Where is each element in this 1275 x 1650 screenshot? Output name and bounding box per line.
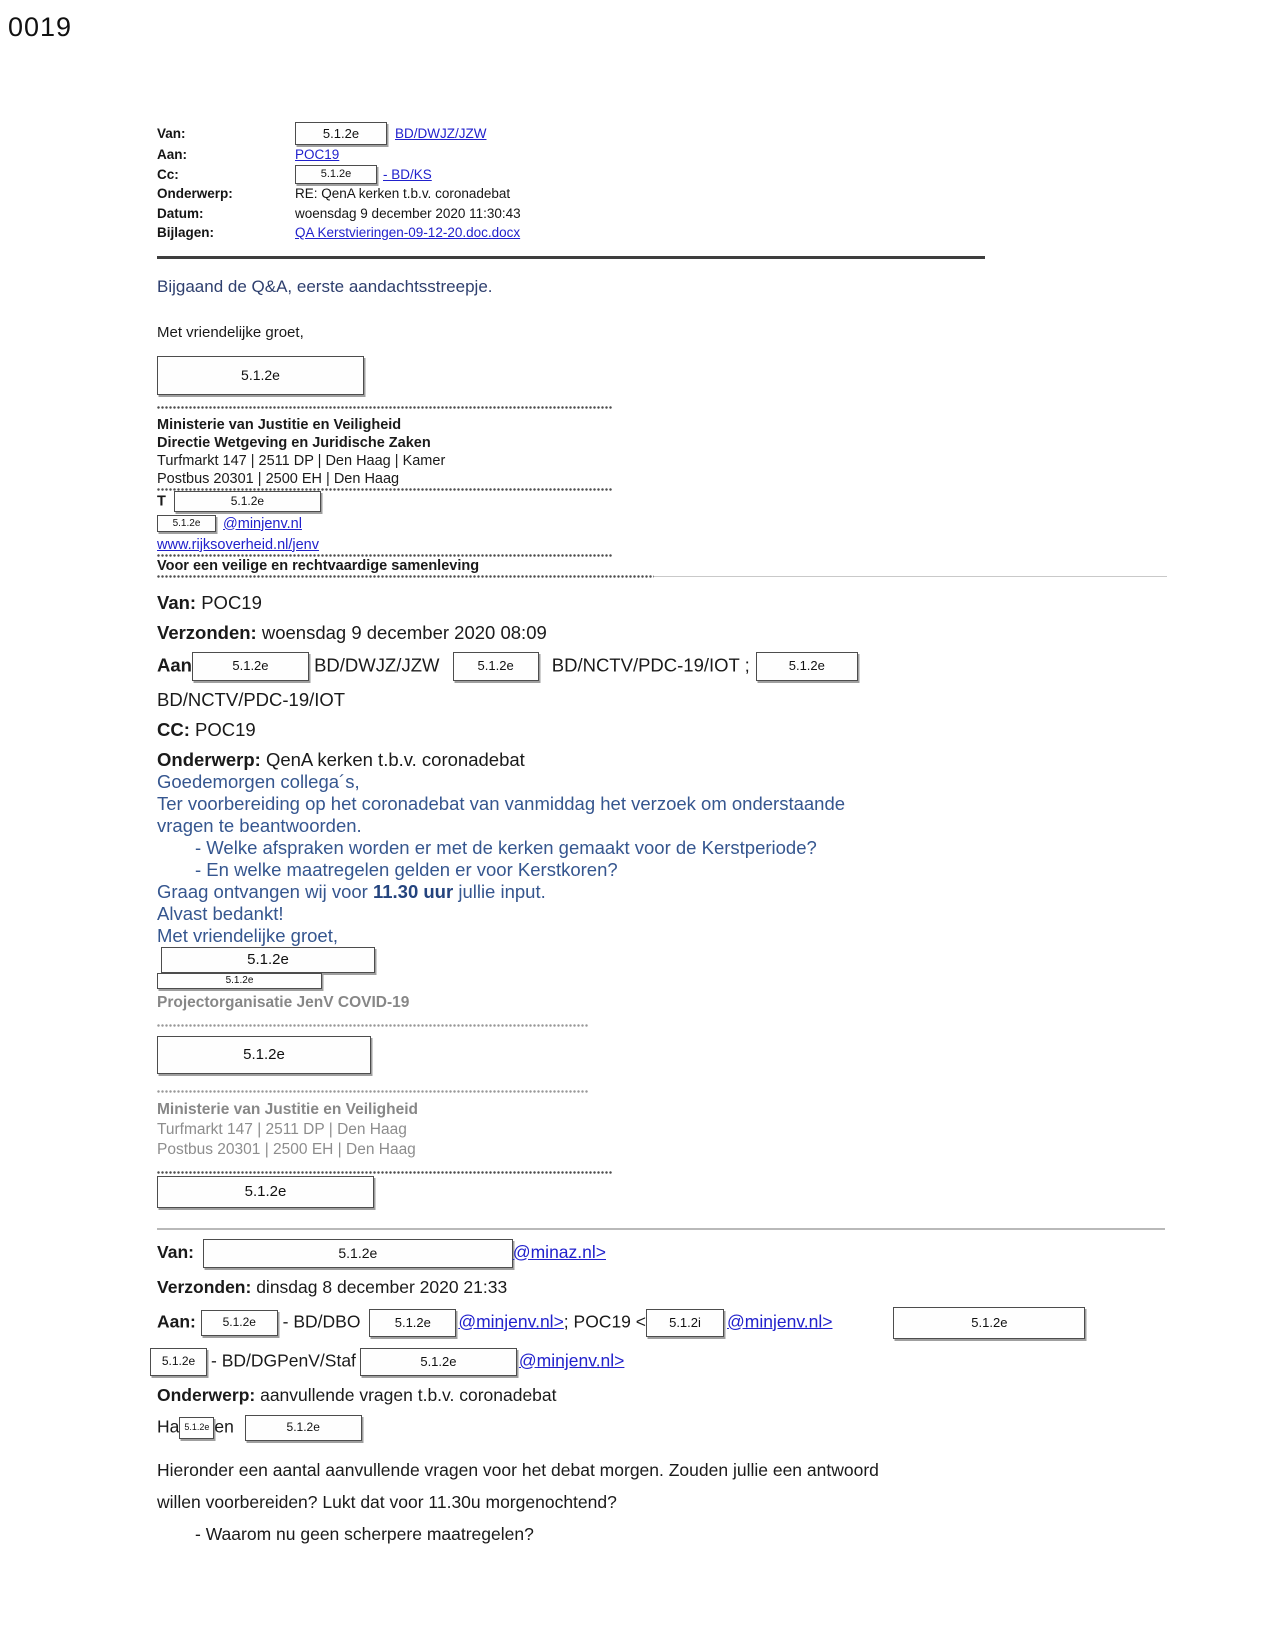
date-value: woensdag 9 december 2020 11:30:43 <box>295 205 521 221</box>
subject-label: Onderwerp: <box>157 748 261 770</box>
subject-label: Onderwerp: <box>157 1384 256 1405</box>
email2-signature-block <box>157 993 1167 1208</box>
to-address-link3[interactable]: @minjenv.nl> <box>518 1350 625 1371</box>
cc-label: CC: <box>157 718 190 740</box>
subject-value: aanvullende vragen t.b.v. coronadebat <box>260 1384 557 1405</box>
to-org2: BD/NCTV/PDC-19/IOT ; <box>551 653 750 675</box>
signature-email-row <box>157 515 1167 533</box>
redaction-box-phone: 5.1.2e <box>174 491 321 512</box>
email2-question1: - Welke afspraken worden er met de kerken gemaakt voor de Kerstperiode? <box>195 836 817 858</box>
signature-email-link[interactable]: @minjenv.nl <box>223 515 302 532</box>
email2-deadline-line <box>157 881 1167 903</box>
email2-to-row <box>157 652 1167 681</box>
email3-subject-row <box>157 1385 1167 1406</box>
dotted-separator <box>157 1171 613 1174</box>
document-content <box>157 122 1167 1545</box>
email1-attachments-row <box>157 223 1167 243</box>
email1-cc-row <box>157 165 1167 185</box>
email2-greeting: Goedemorgen collega´s, <box>157 770 360 792</box>
dotted-separator <box>157 406 613 409</box>
email3-question1: - Waarom nu geen scherpere maatregelen? <box>195 1523 534 1544</box>
signature-team: Projectorganisatie JenV COVID-19 <box>157 993 410 1011</box>
sent-value: dinsdag 8 december 2020 21:33 <box>256 1276 508 1297</box>
email1-date-row <box>157 204 1167 224</box>
redaction-box: 5.1.2e <box>245 1415 362 1441</box>
redaction-box-signature-name: 5.1.2e <box>157 356 364 395</box>
attachments-label: Bijlagen: <box>157 225 215 240</box>
redaction-box: 5.1.2e <box>203 1239 513 1268</box>
email1-to-row <box>157 145 1167 165</box>
redaction-box: 5.1.2e <box>150 1348 207 1376</box>
email3-greeting-row <box>157 1415 1167 1441</box>
email3-to-row <box>157 1307 1167 1339</box>
from-label: Van: <box>157 125 186 141</box>
signature-website-row <box>157 536 1167 554</box>
redaction-box: 5.1.2e <box>201 1310 278 1336</box>
from-address-link[interactable]: @minaz.nl> <box>512 1241 606 1262</box>
to-label: Aan: <box>157 147 187 162</box>
email2-quoted <box>157 592 1167 1208</box>
email3-from-row <box>157 1239 1167 1268</box>
email2-subject-row <box>157 749 1167 771</box>
email2-cc-row <box>157 719 1167 741</box>
email3-sent-row <box>157 1277 1167 1298</box>
redaction-box: 5.1.2e <box>157 1176 374 1208</box>
signature-directie: Directie Wetgeving en Juridische Zaken <box>157 434 431 451</box>
dotted-separator <box>157 1024 589 1027</box>
subject-value: QenA kerken t.b.v. coronadebat <box>265 748 525 770</box>
email2-sent-row <box>157 622 1167 644</box>
redaction-box: 5.1.2e <box>369 1309 456 1337</box>
dotted-separator <box>157 575 654 578</box>
attachment-link[interactable]: QA Kerstvieringen-09-12-20.doc.docx <box>295 225 521 240</box>
email1-subject-row <box>157 184 1167 204</box>
email2-thanks: Alvast bedankt! <box>157 902 284 924</box>
email1-signature-block <box>157 416 1167 578</box>
header-separator-line <box>157 256 985 259</box>
to-org1: BD/DWJZ/JZW <box>314 653 440 675</box>
to-seg1: - BD/DBO <box>282 1311 361 1332</box>
signature-address1: Turfmarkt 147 | 2511 DP | Den Haag | Kamer <box>157 452 446 469</box>
email2-greeting-closing: Met vriendelijke groet, <box>157 924 338 946</box>
to-address-link1[interactable]: @minjenv.nl> <box>458 1311 564 1332</box>
email2-from-row <box>157 592 1167 614</box>
redaction-box: 5.1.2i <box>646 1309 724 1337</box>
cc-label: Cc: <box>157 166 179 182</box>
signature-address2: Postbus 20301 | 2500 EH | Den Haag <box>157 1140 416 1158</box>
cc-value: POC19 <box>195 718 256 740</box>
email3-paragraph-line1: Hieronder een aantal aanvullende vragen voor het debat morgen. Zouden jullie een antwoord <box>157 1459 879 1480</box>
email2-paragraph-line2: vragen te beantwoorden. <box>157 814 362 836</box>
to-org3: BD/NCTV/PDC-19/IOT <box>157 688 346 710</box>
redaction-box: 5.1.2e <box>179 1417 214 1439</box>
to-address-link2[interactable]: @minjenv.nl> <box>727 1311 833 1332</box>
date-label: Datum: <box>157 205 204 221</box>
email2-paragraph-line1: Ter voorbereiding op het coronadebat van vanmiddag het verzoek om onderstaande <box>157 792 846 814</box>
redaction-box-email: 5.1.2e <box>157 515 216 532</box>
from-label: Van: <box>157 1241 194 1262</box>
redaction-box: 5.1.2e <box>756 652 858 681</box>
quoted-email-separator-line <box>157 1228 1165 1230</box>
dotted-separator-with-rule <box>157 575 1167 578</box>
signature-org: Ministerie van Justitie en Veiligheid <box>157 416 402 433</box>
cc-link[interactable]: - BD/KS <box>383 166 432 182</box>
dotted-separator <box>157 1090 589 1093</box>
subject-value: RE: QenA kerken t.b.v. coronadebat <box>295 186 511 201</box>
signature-motto: Voor een veilige en rechtvaardige samenleving <box>157 557 480 574</box>
to-seg2: ; POC19 < <box>563 1311 646 1332</box>
email1-from-row <box>157 122 1167 145</box>
redaction-box: 5.1.2e <box>295 122 387 145</box>
light-rule <box>654 576 1167 577</box>
email3-quoted <box>157 1239 1167 1545</box>
email3-paragraph <box>157 1454 1167 1518</box>
from-value: POC19 <box>201 591 262 613</box>
greeting-pre: Ha <box>157 1416 180 1437</box>
to-link[interactable]: POC19 <box>295 147 340 162</box>
from-org-link[interactable]: BD/DWJZ/JZW <box>395 125 487 141</box>
phone-label: T <box>157 492 166 509</box>
sent-label: Verzonden: <box>157 621 257 643</box>
signature-org: Ministerie van Justitie en Veiligheid <box>157 1100 418 1118</box>
deadline-pre: Graag ontvangen wij voor <box>157 880 373 902</box>
email2-to-row-wrap <box>157 689 1167 711</box>
email1-body-intro: Bijgaand de Q&A, eerste aandachtsstreepje. <box>157 276 493 296</box>
signature-address1: Turfmarkt 147 | 2511 DP | Den Haag <box>157 1120 407 1138</box>
signature-address2: Postbus 20301 | 2500 EH | Den Haag <box>157 470 400 487</box>
sent-label: Verzonden: <box>157 1276 252 1297</box>
redaction-box-signature-name: 5.1.2e <box>161 947 375 973</box>
deadline-post: jullie input. <box>453 880 546 902</box>
email2-question2: - En welke maatregelen gelden er voor Kerstkoren? <box>195 858 618 880</box>
redaction-box-signature-role: 5.1.2e <box>157 973 322 989</box>
email3-to-row-wrap <box>150 1348 1167 1376</box>
redaction-box: 5.1.2e <box>360 1348 517 1376</box>
email3-paragraph-line2: willen voorbereiden? Lukt dat voor 11.30u morgenochtend? <box>157 1491 617 1512</box>
email1-greeting-closing: Met vriendelijke groet, <box>157 323 304 341</box>
redaction-box: 5.1.2e <box>157 1036 371 1074</box>
email1-header <box>157 122 1167 243</box>
sent-value: woensdag 9 december 2020 08:09 <box>261 621 547 643</box>
to-label: Aan <box>157 653 192 675</box>
to-seg3: - BD/DGPenV/Staf <box>211 1350 356 1371</box>
redaction-box: 5.1.2e <box>295 165 377 184</box>
email2-signature-redactions <box>157 947 1167 989</box>
redaction-box: 5.1.2e <box>893 1307 1085 1339</box>
page-number: 0019 <box>8 12 73 42</box>
to-label: Aan: <box>157 1311 196 1332</box>
greeting-mid: en <box>214 1416 234 1437</box>
deadline-time: 11.30 uur <box>372 880 454 902</box>
from-label: Van: <box>157 591 197 613</box>
signature-website-link[interactable]: www.rijksoverheid.nl/jenv <box>157 536 319 553</box>
redaction-box: 5.1.2e <box>192 652 309 681</box>
signature-phone-row <box>157 491 1167 512</box>
subject-label: Onderwerp: <box>157 186 233 201</box>
redaction-box: 5.1.2e <box>453 652 539 681</box>
